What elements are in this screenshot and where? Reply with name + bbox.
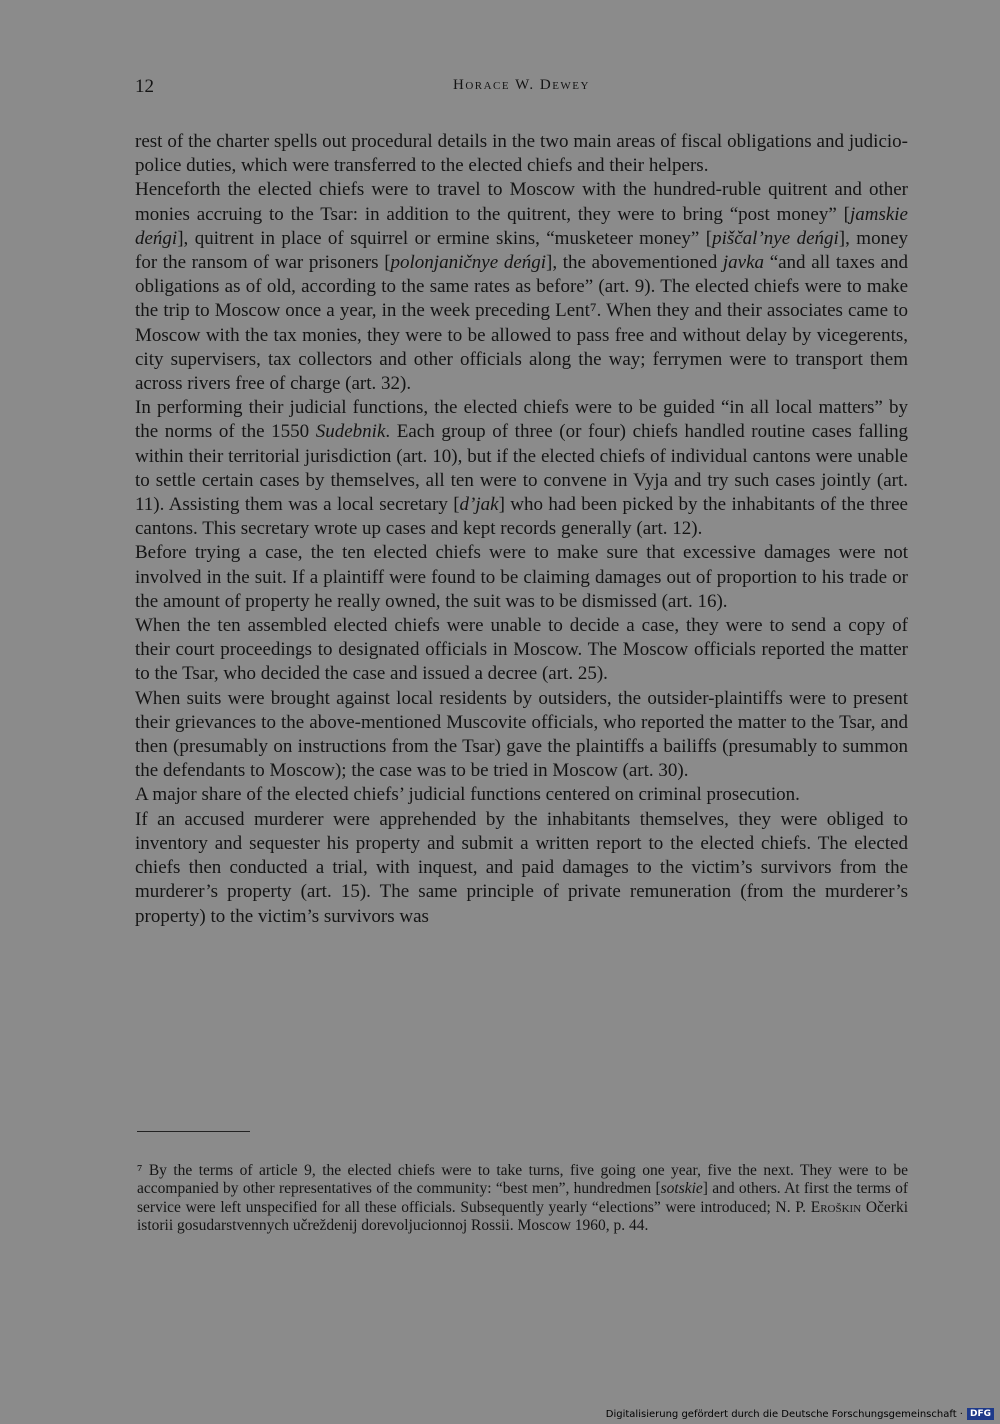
- paragraph: [135, 614, 908, 687]
- footnote-divider: [137, 1131, 250, 1132]
- digitization-credit: [606, 1408, 994, 1420]
- paragraph-text: . Each group of three (or four) chiefs handled routine cases falling within their territorial jurisdiction (art. 10), but if the elected chiefs of individual cantons were unable to settle certain cases by themselves, all ten were to convene in Vyja and try such cases jointly (art. 11). Assisting them was a local secretary [: [135, 421, 908, 516]
- paragraph-text: In performing their judicial functions, the elected chiefs were to be guided “in all local matters” by the norms of the 1550: [135, 397, 908, 443]
- body-text: [135, 130, 908, 929]
- paragraph-text: When suits were brought against local residents by outsiders, the outsider-plaintiffs were to present their grievances to the above-mentioned Muscovite officials, who reported the matter to the Tsar, and then (presumably on instructions from the Tsar) gave the plaintiffs a bailiffs (presumably to summon the defendants to Moscow); the case was to be tried in Moscow (art. 30).: [135, 687, 908, 782]
- italic-term: jamskie deńgi: [135, 203, 908, 249]
- paragraph: [135, 396, 908, 541]
- dfg-logo-icon: DFG: [967, 1408, 994, 1420]
- italic-term: javka: [722, 252, 765, 274]
- page-header: [135, 76, 908, 102]
- running-head: Horace W. Dewey: [453, 77, 590, 93]
- italic-term: d’jak: [459, 494, 499, 516]
- paragraph: [135, 687, 908, 784]
- footnote-text: Očerki istorii gosudarstvennych učreždenij dorevoljucionnoj Rossii. Moscow 1960, p. 44.: [137, 1198, 909, 1234]
- italic-term: Sudebnik: [315, 421, 386, 443]
- italic-term: piščal’nye deńgi: [712, 227, 839, 249]
- paragraph-text: ], the abovementioned: [546, 252, 723, 274]
- paragraph: [135, 178, 908, 396]
- paragraph-text: rest of the charter spells out procedural details in the two main areas of fiscal obligations and judicio-police duties, which were transferred to the elected chiefs and their helpers.: [135, 131, 908, 177]
- credit-text: Digitalisierung gefördert durch die Deutsche Forschungsgemeinschaft ·: [605, 1408, 963, 1420]
- paragraph-text: ] who had been picked by the inhabitants of the three cantons. This secretary wrote up cases and kept records generally (art. 12).: [135, 494, 908, 540]
- footnote-paragraph: [137, 1162, 908, 1235]
- page-number: 12: [135, 76, 154, 97]
- paragraph-text: When the ten assembled elected chiefs were unable to decide a case, they were to send a copy of their court proceedings to designated officials in Moscow. The Moscow officials reported the matter to the Tsar, who decided the case and issued a decree (art. 25).: [135, 615, 908, 685]
- italic-term: sotskie: [660, 1180, 703, 1198]
- paragraph-text: “and all taxes and obligations as of old, according to the same rates as before” (art. 9). The elected chiefs were to make the trip to Moscow once a year, in the week preceding Lent⁷. When they and their associates came to Moscow with the tax monies, they were to be allowed to pass free and without delay by vicegerents, city supervisers, tax collectors and other officials along the way; ferrymen were to transport them across rivers free of charge (art. 32).: [135, 252, 908, 395]
- paragraph: [135, 783, 908, 807]
- paragraph-text: If an accused murderer were apprehended by the inhabitants themselves, they were obliged to inventory and sequester his property and submit a written report to the elected chiefs. The elected chiefs then conducted a trial, with inquest, and paid damages to the victim’s survivors from the murderer’s property (art. 15). The same principle of private remuneration (from the murderer’s property) to the victim’s survivors was: [135, 808, 908, 927]
- italic-term: polonjaničnye deńgi: [390, 252, 547, 274]
- paragraph: [135, 541, 908, 614]
- paragraph: [135, 130, 908, 178]
- footnote-text: ] and others. At first the terms of service were left unspecified for all these officials. Subsequently yearly “elections” were introduced; N. P.: [137, 1180, 908, 1216]
- paragraph-text: Henceforth the elected chiefs were to travel to Moscow with the hundred-ruble quitrent and other monies accruing to the Tsar: in addition to the quitrent, they were to bring “post money” [: [135, 179, 908, 225]
- paragraph-text: A major share of the elected chiefs’ judicial functions centered on criminal prosecution.: [135, 784, 800, 806]
- paragraph-text: Before trying a case, the ten elected chiefs were to make sure that excessive damages were not involved in the suit. If a plaintiff were found to be claiming damages out of proportion to his trade or the amount of property he really owned, the suit was to be dismissed (art. 16).: [135, 542, 908, 612]
- paragraph-text: ], quitrent in place of squirrel or ermine skins, “musketeer money” [: [177, 227, 713, 249]
- paragraph: [135, 808, 908, 929]
- author-name: Eroškin: [810, 1198, 862, 1216]
- footnote-text: ⁷ By the terms of article 9, the elected chiefs were to take turns, five going one year, five the next. They were to be accompanied by other representatives of the community: “best men”, hundredmen [: [137, 1162, 908, 1198]
- paragraph-text: ], money for the ransom of war prisoners [: [135, 227, 909, 274]
- footnote: [137, 1162, 908, 1235]
